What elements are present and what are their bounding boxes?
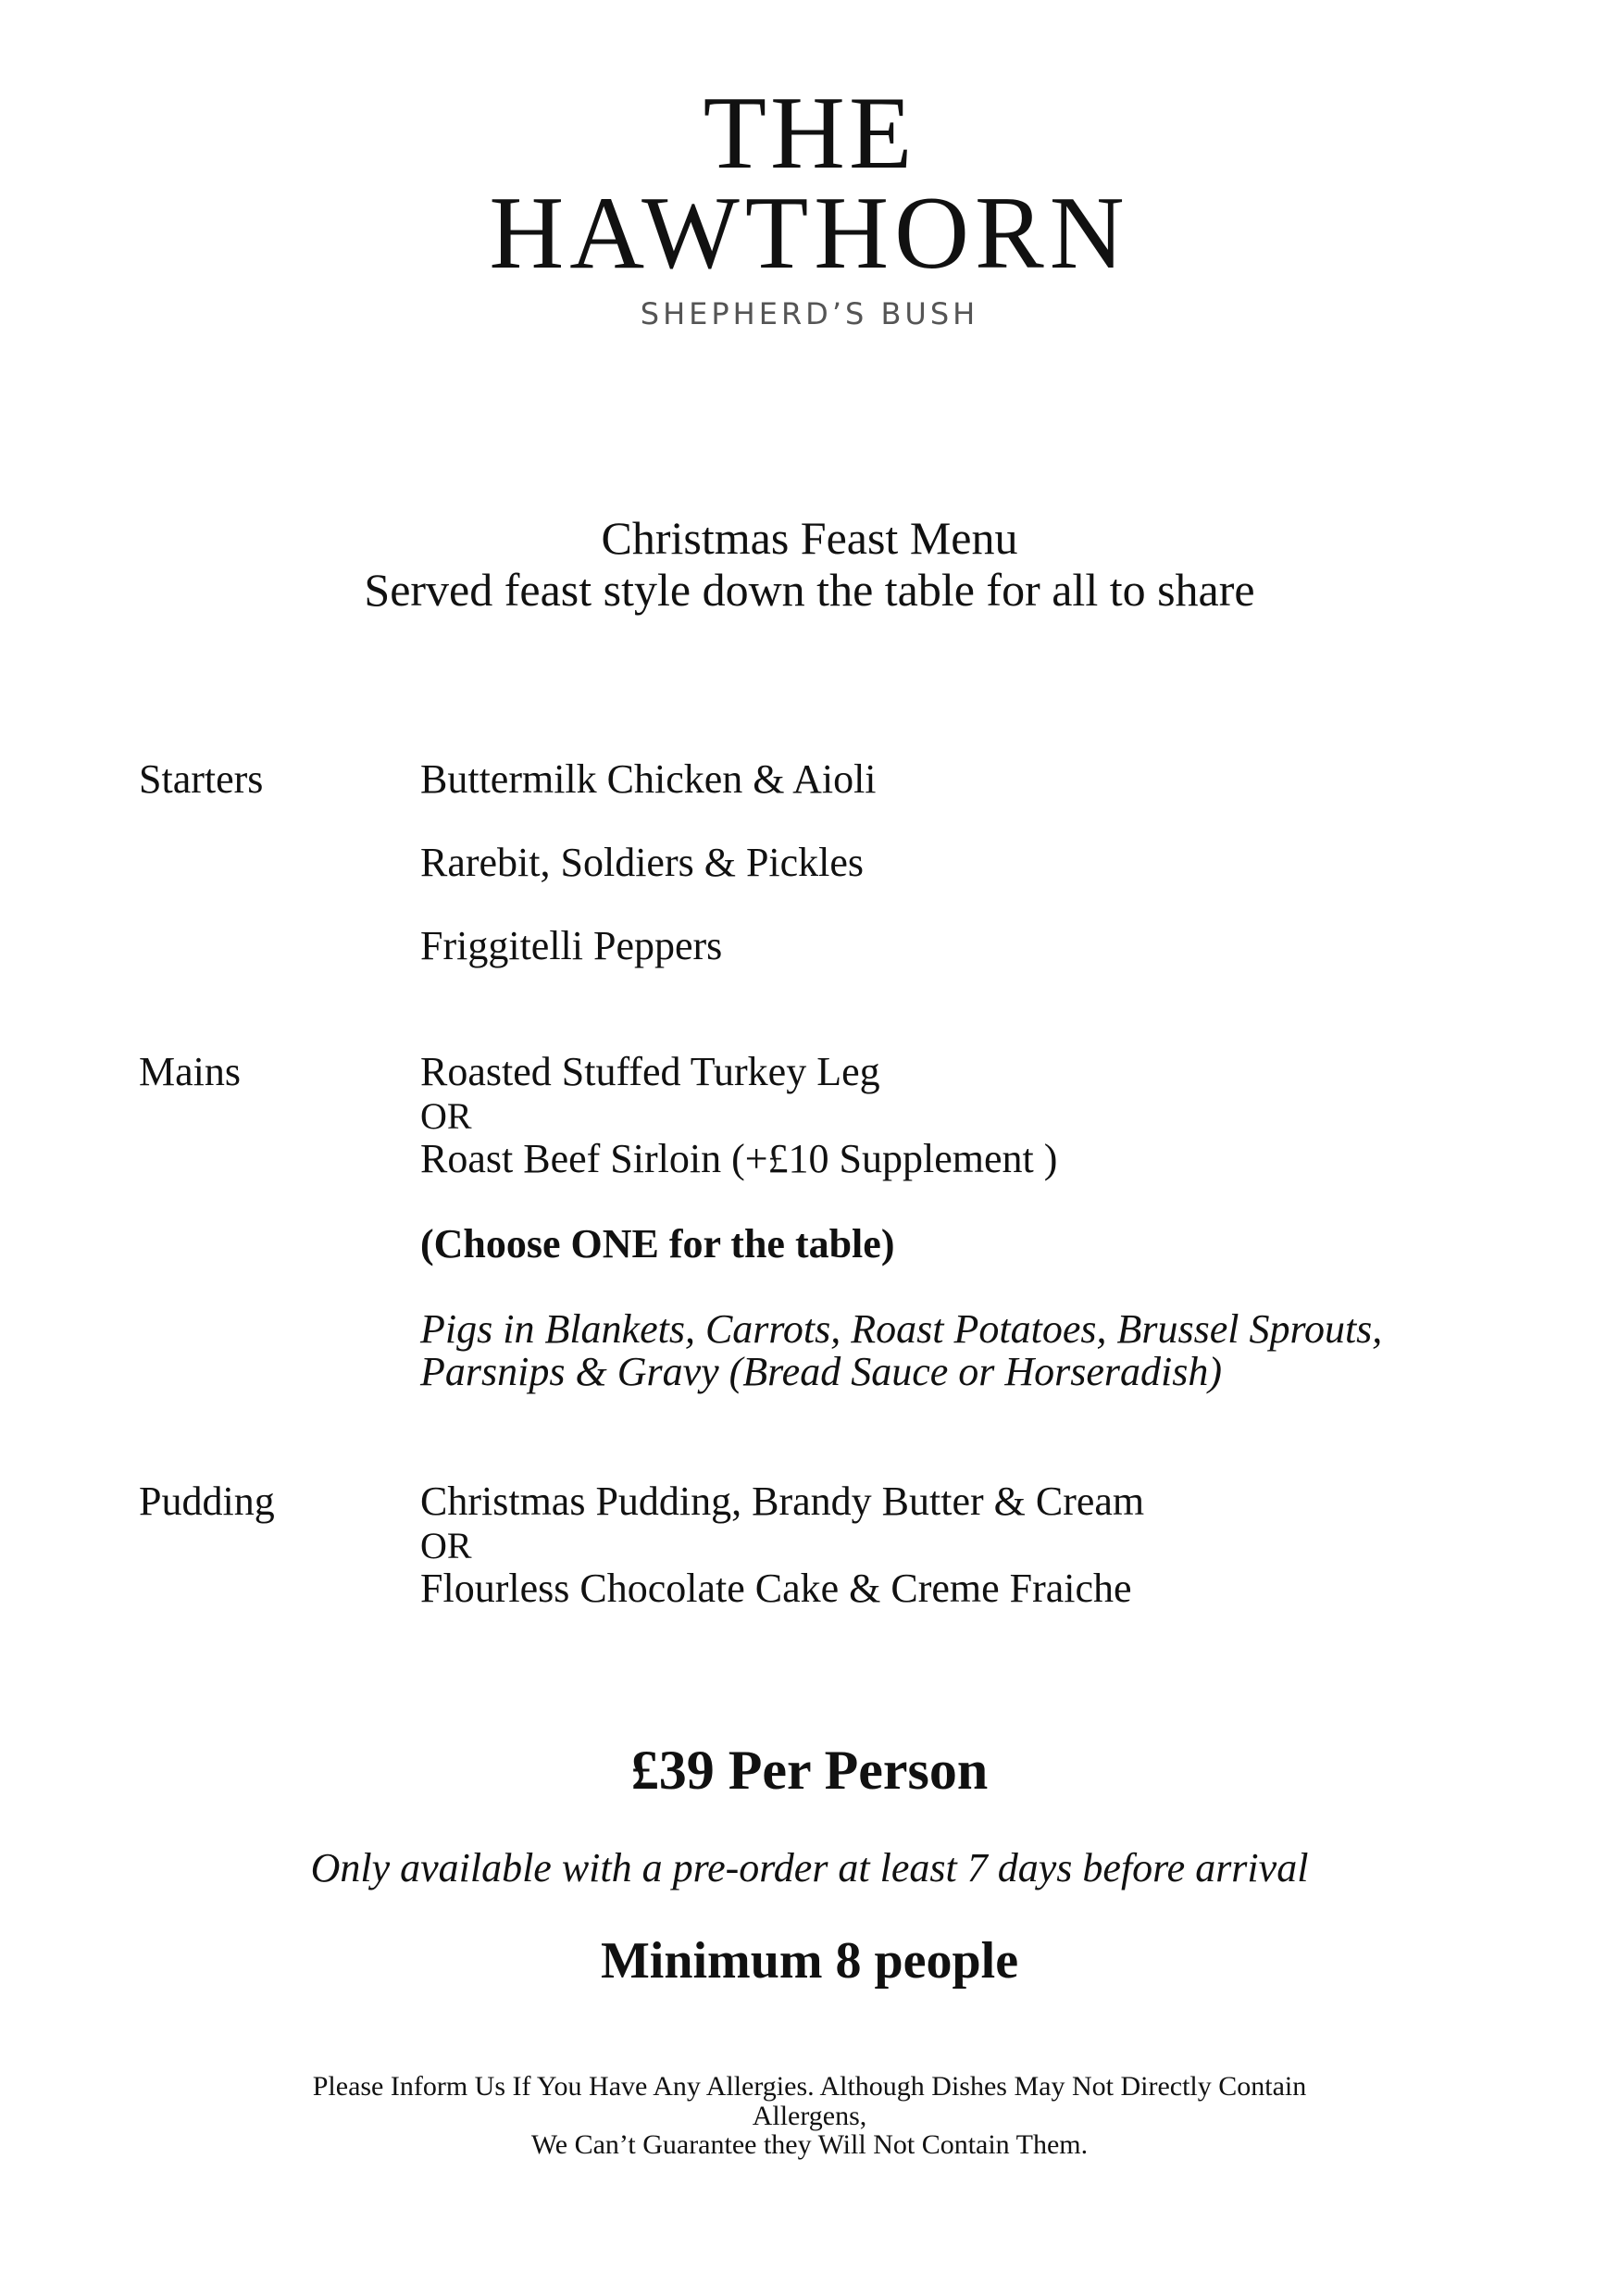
menu-subtitle: Served feast style down the table for all to share [364,564,1255,616]
pudding-option-chocolate: Flourless Chocolate Cake & Creme Fraiche [420,1566,1132,1611]
minimum-people: Minimum 8 people [600,1932,1019,1990]
mains-sides-line1: Pigs in Blankets, Carrots, Roast Potatoes, Brussel Sprouts, [420,1306,1383,1352]
location-subtitle: SHEPHERD’S BUSH [640,296,979,331]
menu-title: Christmas Feast Menu [601,512,1018,564]
pudding-option-christmas: Christmas Pudding, Brandy Butter & Cream [420,1479,1145,1524]
starters-label: Starters [139,756,264,802]
brand-name-line1: THE [703,76,916,191]
starter-item: Rarebit, Soldiers & Pickles [420,840,865,885]
allergy-notice-line2: Allergens, [752,2100,867,2131]
starter-item: Buttermilk Chicken & Aioli [420,756,877,802]
availability-note: Only available with a pre-order at least 7 days before arrival [310,1845,1309,1890]
starter-item: Friggitelli Peppers [420,923,723,968]
main-option-beef: Roast Beef Sirloin (+£10 Supplement ) [420,1136,1058,1181]
pudding-or-separator: OR [420,1525,472,1566]
price-per-person: £39 Per Person [630,1740,989,1801]
allergy-notice-line1: Please Inform Us If You Have Any Allergies. Although Dishes May Not Directly Contain [312,2071,1307,2102]
mains-choose-note: (Choose ONE for the table) [420,1221,895,1267]
allergy-notice-line3: We Can’t Guarantee they Will Not Contain Them. [530,2129,1089,2160]
mains-label: Mains [139,1049,241,1094]
pudding-label: Pudding [139,1479,275,1524]
mains-or-separator: OR [420,1095,472,1137]
brand-name-line2: HAWTHORN [489,176,1130,291]
mains-sides-line2: Parsnips & Gravy (Bread Sauce or Horseradish) [420,1349,1223,1394]
allergy-notice [0,2072,1619,2160]
main-option-turkey: Roasted Stuffed Turkey Leg [420,1049,880,1094]
